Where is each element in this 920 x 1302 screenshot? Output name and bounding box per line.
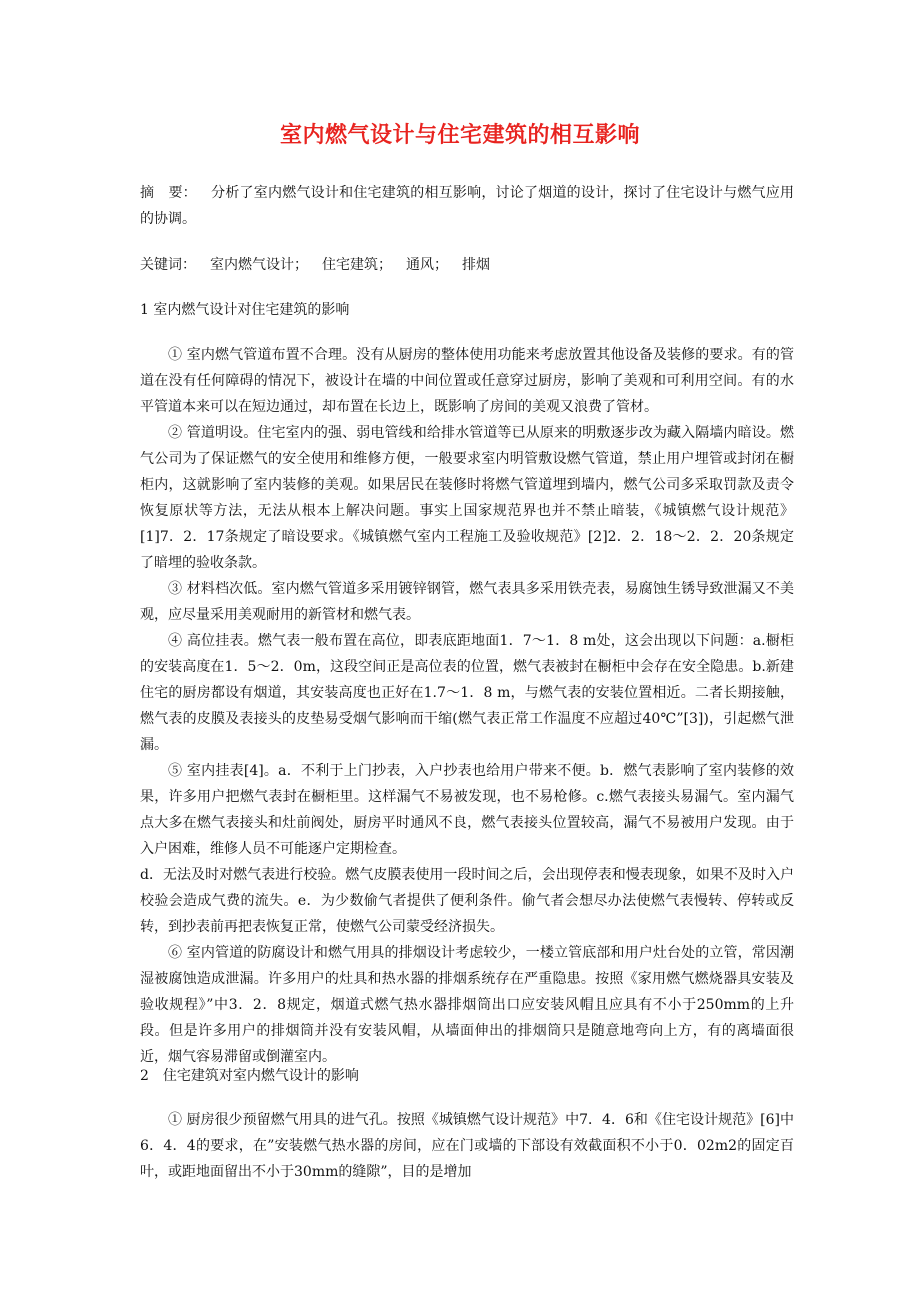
abstract (140, 180, 794, 232)
paragraph: ④ 高位挂表。燃气表一般布置在高位，即表底距地面1．7～1．8 m处，这会出现以下问题：a.橱柜的安装高度在1．5～2．0m，这段空间正是高位表的位置，燃气表被封在橱柜中会存在安全隐患。b.新建住宅的厨房都设有烟道，其安装高度也正好在1.7～1．8 m，与燃气表的安装位置相近。二者长期接触，燃气表的皮膜及表接头的皮垫易受烟气影响而干缩(燃气表正常工作温度不应超过40℃”[3])，引起燃气泄漏。 (140, 633, 794, 753)
paragraph: ① 室内燃气管道布置不合理。没有从厨房的整体使用功能来考虑放置其他设备及装修的要求。有的管道在没有任何障碍的情况下，被设计在墙的中间位置或任意穿过厨房，影响了美观和可利用空间。有的水平管道本来可以在短边通过，却布置在长边上，既影响了房间的美观又浪费了管材。 (140, 347, 794, 415)
keywords (140, 252, 794, 278)
keywords-label: 关键词： (140, 257, 196, 273)
abstract-label: 摘 要： (140, 185, 197, 201)
paragraph: ⑥ 室内管道的防腐设计和燃气用具的排烟设计考虑较少，一楼立管底部和用户灶台处的立管，常因潮湿被腐蚀造成泄漏。许多用户的灶具和热水器的排烟系统存在严重隐患。按照《家用燃气燃烧器具安装及验收规程》”中3．2．8规定，烟道式燃气热水器排烟筒出口应安装风帽且应具有不小于250mm的上升段。但是许多用户的排烟筒并没有安装风帽，从墙面伸出的排烟筒只是随意地弯向上方，有的离墙面很近，烟气容易滞留或倒灌室内。 (140, 945, 794, 1065)
abstract-text: 分析了室内燃气设计和住宅建筑的相互影响，讨论了烟道的设计，探讨了住宅设计与燃气应用的协调。 (140, 185, 794, 227)
paragraph: ③ 材料档次低。室内燃气管道多采用镀锌钢管，燃气表具多采用铁壳表，易腐蚀生锈导致泄漏又不美观，应尽量采用美观耐用的新管材和燃气表。 (140, 581, 794, 623)
section-heading: 2 住宅建筑对室内燃气设计的影响 (140, 1068, 359, 1084)
section-heading: 1 室内燃气设计对住宅建筑的影响 (140, 302, 350, 318)
paragraph: d．无法及时对燃气表进行校验。燃气皮膜表使用一段时间之后，会出现停表和慢表现象，如果不及时入户校验会造成气费的流失。e．为少数偷气者提供了便利条件。偷气者会想尽办法使燃气表慢转、停转或反转，到抄表前再把表恢复正常，使燃气公司蒙受经济损失。 (140, 867, 794, 935)
keyword: 室内燃气设计； (210, 257, 308, 273)
keyword: 排烟 (462, 257, 490, 273)
paragraph: ② 管道明设。住宅室内的强、弱电管线和给排水管道等已从原来的明敷逐步改为藏入隔墙内暗设。燃气公司为了保证燃气的安全使用和维修方便，一般要求室内明管敷设燃气管道，禁止用户埋管或封闭在橱柜内，这就影响了室内装修的美观。如果居民在装修时将燃气管道埋到墙内，燃气公司多采取罚款及责令恢复原状等方法，无法从根本上解决问题。事实上国家规范界也并不禁止暗装，《城镇燃气设计规范》[1]7．2．17条规定了暗设要求。《城镇燃气室内工程施工及验收规范》[2]2．2．18～2．2．20条规定了暗埋的验收条款。 (140, 425, 794, 571)
document-title: 室内燃气设计与住宅建筑的相互影响 (279, 123, 640, 148)
paragraph: ① 厨房很少预留燃气用具的进气孔。按照《城镇燃气设计规范》中7．4．6和《住宅设计规范》[6]中6．4．4的要求，在”安装燃气热水器的房间，应在门或墙的下部设有效截面积不小于0．02m2的固定百叶，或距地面留出不小于30mm的缝隙”，目的是增加 (140, 1112, 794, 1180)
keyword: 住宅建筑； (322, 257, 392, 273)
keyword: 通风； (406, 257, 448, 273)
section-body (140, 1107, 794, 1185)
section-body (140, 342, 794, 1070)
paragraph: ⑤ 室内挂表[4]。a．不利于上门抄表，入户抄表也给用户带来不便。b．燃气表影响了室内装修的效果，许多用户把燃气表封在橱柜里。这样漏气不易被发现，也不易枪修。c.燃气表接头易漏气。室内漏气点大多在燃气表接头和灶前阀处，厨房平时通风不良，燃气表接头位置较高，漏气不易被用户发现。由于入户困难，维修人员不可能逐户定期检查。 (140, 763, 794, 857)
